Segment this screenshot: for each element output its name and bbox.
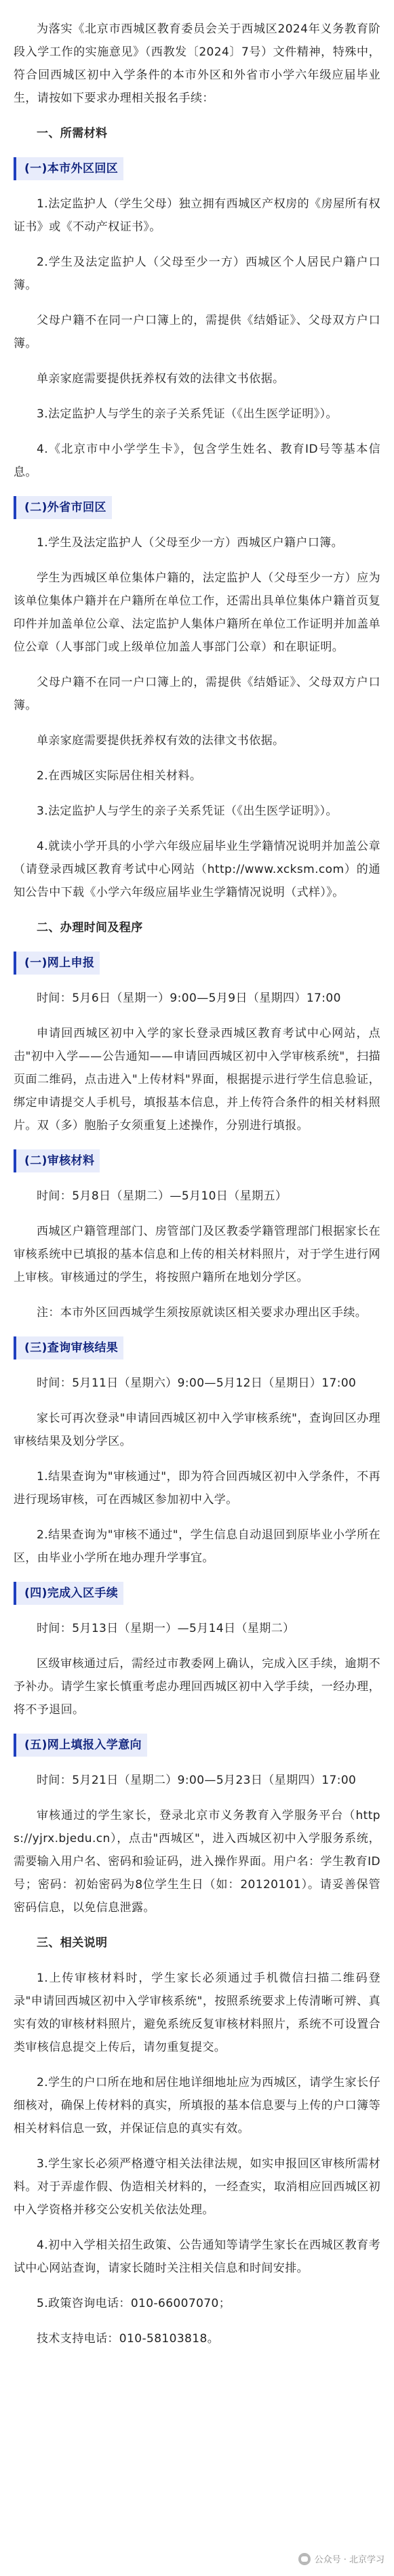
subsection-heading-text: (二)外省市回区 — [14, 496, 112, 519]
subsection-heading-text: (一)网上申报 — [14, 952, 100, 975]
paragraph: 学生为西城区单位集体户籍的，法定监护人（父母至少一方）应为该单位集体户籍并在户籍所在单位工作，还需出具单位集体户籍首页复印件并加盖单位公章、法定监护人集体户籍所在单位工作证明并加盖单位公章（人事部门或上级单位加盖人事部门公章）和在职证明。 — [14, 571, 380, 654]
subsection-heading-text: (一)本市外区回区 — [14, 157, 123, 180]
section-heading: 一、所需材料 — [37, 127, 108, 140]
paragraph: 家长可再次登录"申请回西城区初中入学审核系统"，查询回区办理审核结果及划分学区。 — [14, 1412, 380, 1448]
paragraph: 1.法定监护人（学生父母）独立拥有西城区产权房的《房屋所有权证书》或《不动产权证书》。 — [14, 197, 380, 234]
section-heading: 三、相关说明 — [37, 1936, 108, 1950]
paragraph: 4.就读小学开具的小学六年级应届毕业生学籍情况说明并加盖公章（请登录西城区教育考试中心网站（http://www.xcksm.com）的通知公告中下载《小学六年级应届毕业生学籍情况说明（式样）》。 — [14, 840, 380, 899]
paragraph: 审核通过的学生家长，登录北京市义务教育入学服务平台（https://yjrx.bjedu.cn），点击"西城区"，进入西城区初中入学服务系统，需要输入用户名、密码和验证码，进入操作界面。用户名：学生教育ID号；密码：初始密码为8位学生生日（如：20120101）。请妥善保管密码信息，以免信息泄露。 — [14, 1809, 380, 1915]
paragraph: 西城区户籍管理部门、房管部门及区教委学籍管理部门根据家长在审核系统中已填报的基本信息和上传的相关材料照片，对于学生进行网上审核。审核通过的学生，将按照户籍所在地划分学区。 — [14, 1225, 380, 1284]
paragraph: 时间：5月11日（星期六）9:00—5月12日（星期日）17:00 — [37, 1376, 357, 1390]
paragraph: 单亲家庭需要提供抚养权有效的法律文书依据。 — [37, 734, 285, 748]
subsection-heading-text: (二)审核材料 — [14, 1149, 100, 1172]
paragraph: 父母户籍不在同一户口簿上的，需提供《结婚证》、父母双方户口簿。 — [14, 314, 380, 350]
paragraph: 2.学生的户口所在地和居住地详细地址应为西城区，请学生家长仔细核对，确保上传材料的真实，所填报的基本信息要与上传的户口簿等相关材料信息一致，并保证信息的真实有效。 — [14, 2076, 380, 2135]
wechat-icon — [298, 2553, 311, 2565]
subsection-heading-text: (五)网上填报入学意向 — [14, 1734, 147, 1757]
paragraph: 区级审核通过后，需经过市教委网上确认，完成入区手续，逾期不予补办。请学生家长慎重考虑办理回西城区初中入学手续，一经办理，将不予退回。 — [14, 1657, 380, 1717]
paragraph: 时间：5月8日（星期二）—5月10日（星期五） — [37, 1189, 288, 1203]
paragraph: 4.《北京市中小学学生卡》，包含学生姓名、教育ID号等基本信息。 — [14, 443, 380, 479]
paragraph: 父母户籍不在同一户口簿上的，需提供《结婚证》、父母双方户口簿。 — [14, 676, 380, 712]
section-heading: 二、办理时间及程序 — [37, 921, 143, 935]
subsection-heading — [14, 1582, 380, 1605]
paragraph: 5.政策咨询电话：010-66007070； — [37, 2297, 231, 2310]
paragraph: 3.学生家长必须严格遵守相关法律法规，如实申报回区审核所需材料。对于弄虚作假、伪造相关材料的，一经查实，取消相应回西城区初中入学资格并移交公安机关依法处理。 — [14, 2157, 380, 2217]
paragraph: 时间：5月6日（星期一）9:00—5月9日（星期四）17:00 — [37, 991, 341, 1005]
paragraph: 2.学生及法定监护人（父母至少一方）西城区个人居民户籍户口簿。 — [14, 255, 380, 292]
paragraph: 时间：5月13日（星期一）—5月14日（星期二） — [37, 1622, 295, 1635]
watermark — [298, 2552, 385, 2565]
subsection-heading — [14, 1734, 380, 1757]
paragraph: 2.结果查询为"审核不通过"，学生信息自动退回到原毕业小学所在区，由毕业小学所在地办理升学事宜。 — [14, 1528, 380, 1565]
subsection-heading — [14, 1336, 380, 1359]
subsection-heading — [14, 952, 380, 975]
paragraph: 时间：5月21日（星期二）9:00—5月23日（星期四）17:00 — [37, 1774, 357, 1787]
paragraph: 3.法定监护人与学生的亲子关系凭证（《出生医学证明》）。 — [37, 407, 338, 421]
subsection-heading — [14, 1149, 380, 1172]
paragraph: 4.初中入学相关招生政策、公告通知等请学生家长在西城区教育考试中心网站查询，请家长随时关注相关信息和时间安排。 — [14, 2238, 380, 2275]
paragraph: 注：本市外区回西城学生须按原就读区相关要求办理出区手续。 — [37, 1306, 368, 1320]
paragraph: 技术支持电话：010-58103818。 — [37, 2332, 220, 2346]
intro-paragraph: 为落实《北京市西城区教育委员会关于西城区2024年义务教育阶段入学工作的实施意见》（西教发〔2024〕7号）文件精神，特殊中，符合回西城区初中入学条件的本市外区和外省市小学六年级应届毕业生，请按如下要求办理相关报名手续： — [14, 22, 380, 105]
article-sections — [14, 122, 380, 2350]
paragraph: 申请回西城区初中入学的家长登录西城区教育考试中心网站，点击"初中入学——公告通知——申请回西城区初中入学审核系统"，扫描页面二维码，点击进入"上传材料"界面，根据提示进行学生信息验证，绑定申请提交人手机号，填报基本信息，并上传符合条件的相关材料照片。双（多）胞胎子女须重复上述操作，分别进行填报。 — [14, 1027, 380, 1132]
paragraph: 1.学生及法定监护人（父母至少一方）西城区户籍户口簿。 — [37, 536, 344, 550]
subsection-heading-text: (四)完成入区手续 — [14, 1582, 123, 1605]
paragraph: 单亲家庭需要提供抚养权有效的法律文书依据。 — [37, 372, 285, 386]
paragraph: 3.法定监护人与学生的亲子关系凭证（《出生医学证明》）。 — [37, 804, 338, 818]
paragraph: 2.在西城区实际居住相关材料。 — [37, 769, 202, 783]
paragraph: 1.上传审核材料时，学生家长必须通过手机微信扫描二维码登录"申请回西城区初中入学审核系统"，按照系统要求上传清晰可辨、真实有效的审核材料照片，避免系统反复审核材料照片，系统不可设置合类审核信息提交上传后，请勿重复提交。 — [14, 1971, 380, 2054]
paragraph: 1.结果查询为"审核通过"，即为符合回西城区初中入学条件，不再进行现场审核，可在西城区参加初中入学。 — [14, 1470, 380, 1507]
subsection-heading-text: (三)查询审核结果 — [14, 1336, 123, 1359]
subsection-heading — [14, 496, 380, 519]
subsection-heading — [14, 157, 380, 180]
watermark-text: 公众号 · 北京学习 — [314, 2555, 385, 2565]
